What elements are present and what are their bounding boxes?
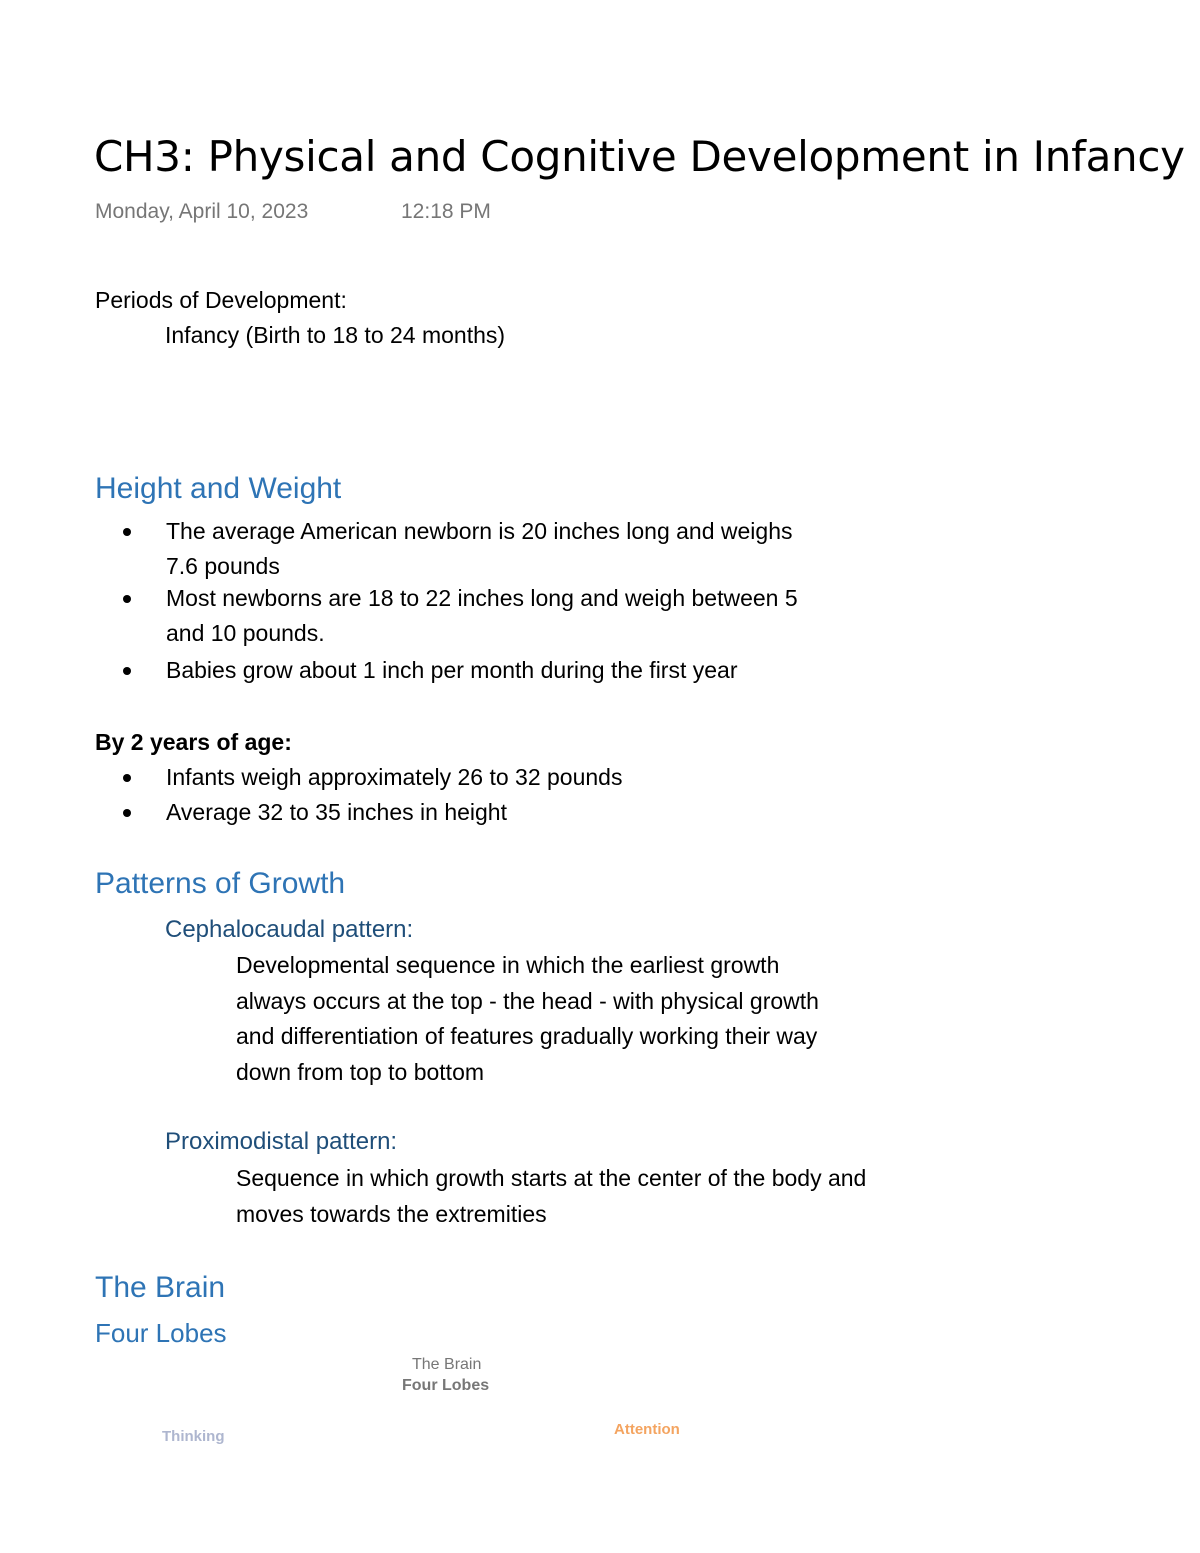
by-two-label: By 2 years of age: xyxy=(95,729,292,755)
attention-label: Attention xyxy=(614,1421,680,1438)
bullet-icon xyxy=(123,809,131,817)
height-weight-list xyxy=(95,514,815,688)
cephalocaudal-label: Cephalocaudal pattern: xyxy=(165,916,414,943)
list-item: The average American newborn is 20 inches long and weighs 7.6 pounds xyxy=(95,514,815,584)
periods-infancy: Infancy (Birth to 18 to 24 months) xyxy=(165,322,506,348)
proximodistal-label: Proximodistal pattern: xyxy=(165,1128,398,1155)
height-weight-heading: Height and Weight xyxy=(95,472,342,505)
note-time: 12:18 PM xyxy=(401,200,491,223)
brain-heading: The Brain xyxy=(95,1271,226,1304)
thinking-label-clip xyxy=(162,1428,252,1445)
thinking-label: Thinking xyxy=(162,1428,225,1445)
note-date: Monday, April 10, 2023 xyxy=(95,200,309,223)
four-lobes-clip xyxy=(95,1318,295,1348)
brain-figure-subtitle: Four Lobes xyxy=(402,1377,490,1394)
list-item: Most newborns are 18 to 22 inches long and weigh between 5 and 10 pounds. xyxy=(95,581,815,651)
list-item: Infants weigh approximately 26 to 32 pounds xyxy=(95,760,815,795)
page-title: CH3: Physical and Cognitive Development in Infancy xyxy=(94,132,1185,181)
cephalocaudal-text: Developmental sequence in which the earliest growth always occurs at the top - the head - with physical growth and differentiation of features gradually working their way down from top to bottom xyxy=(236,952,819,1085)
periods-label: Periods of Development: xyxy=(95,287,347,313)
brain-figure-title: The Brain xyxy=(412,1356,482,1373)
proximodistal-text: Sequence in which growth starts at the center of the body and moves towards the extremities xyxy=(236,1165,867,1227)
bullet-icon xyxy=(123,528,131,536)
four-lobes-subheading: Four Lobes xyxy=(95,1318,227,1348)
bullet-icon xyxy=(123,595,131,603)
by-two-list xyxy=(95,760,815,830)
list-item: Babies grow about 1 inch per month during the first year xyxy=(95,653,815,688)
bullet-icon xyxy=(123,774,131,782)
growth-heading: Patterns of Growth xyxy=(95,867,346,900)
bullet-icon xyxy=(123,667,131,675)
list-item: Average 32 to 35 inches in height xyxy=(95,795,815,830)
